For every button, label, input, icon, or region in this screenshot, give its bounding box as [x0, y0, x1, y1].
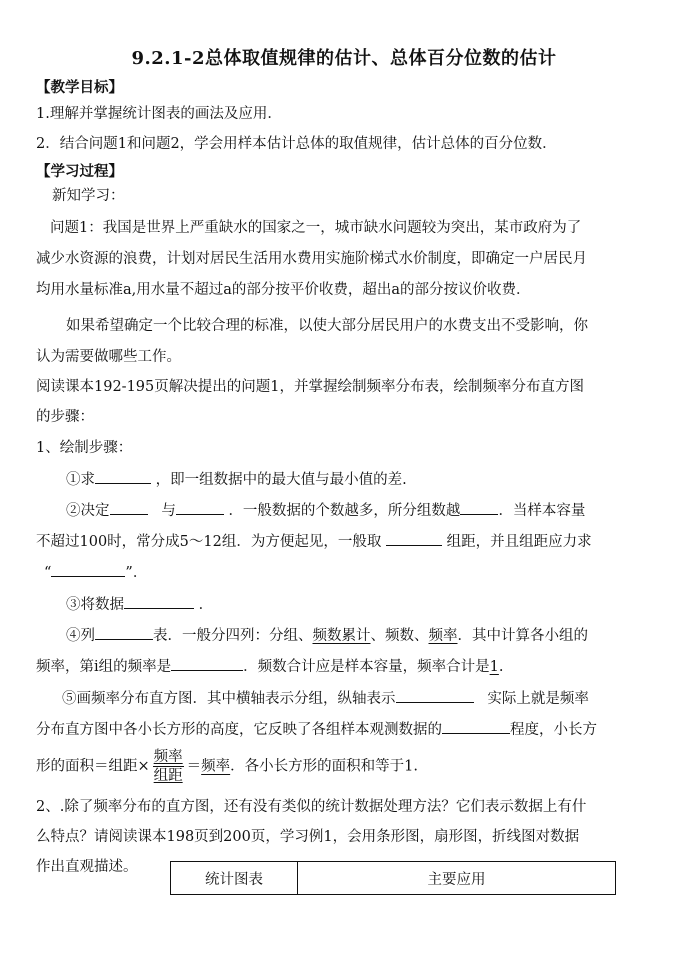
step-4: ④列 表．一般分四列：分组、频数累计、频数、频率．其中计算各小组的 [66, 625, 588, 646]
objective-2: 2．结合问题1和问题2，学会用样本估计总体的取值规律，估计总体的百分位数． [36, 136, 557, 152]
table-header-row [171, 862, 616, 895]
answer-blank[interactable] [51, 562, 125, 577]
step-1: ①求 ，即一组数据中的最大值与最小值的差. [66, 469, 407, 490]
objective-1: 1.理解并掌握统计图表的画法及应用． [36, 106, 282, 122]
reading-line-2: 的步骤： [36, 409, 94, 425]
step-5-formula: 形的面积＝组距× $\frac{\text{频率}}{\text{组距}}$ ＝频率．各小长方形的面积和等于1. [36, 749, 418, 784]
answer-blank[interactable] [396, 688, 474, 703]
fraction: $\frac{\text{频率}}{\text{组距}}$ [153, 749, 183, 784]
problem1-cont-line-2: 认为需要做哪些工作。 [36, 349, 181, 365]
answer-blank[interactable] [176, 500, 224, 515]
objectives-heading: 【教学目标】 [36, 79, 123, 96]
reading-line-1: 阅读课本192-195页解决提出的问题1，并掌握绘制频率分布表，绘制频率分布直方图 [36, 379, 584, 395]
problem1-line-2: 减少水资源的浪费，计划对居民生活用水费用实施阶梯式水价制度，即确定一户居民月 [36, 251, 587, 267]
steps-heading: 1、绘制步骤： [36, 440, 133, 456]
page-title: 9.2.1-2总体取值规律的估计、总体百分位数的估计 [131, 48, 557, 69]
chart-types-table [170, 861, 616, 895]
answer-blank[interactable] [95, 625, 153, 640]
step-2-quote: “ ”． [44, 562, 147, 583]
step-2: ②决定 与 ．一般数据的个数越多，所分组数越 ．当样本容量 [66, 500, 585, 521]
answer-blank[interactable] [124, 594, 194, 609]
new-learning-label: 新知学习： [52, 188, 125, 204]
problem1-cont-line-1: 如果希望确定一个比较合理的标准，以使大部分居民用户的水费支出不受影响，你 [66, 318, 588, 334]
step-4-cont: 频率，第i组的频率是 ．频数合计应是样本容量，频率合计是1. [36, 656, 503, 677]
question-2-line-2: 么特点？请阅读课本198页到200页，学习例1，会用条形图，扇形图，折线图对数据 [36, 829, 580, 845]
process-heading: 【学习过程】 [36, 163, 123, 180]
question-2-line-1: 2、.除了频率分布的直方图，还有没有类似的统计数据处理方法？它们表示数据上有什 [36, 799, 587, 815]
step-5: ⑤画频率分布直方图．其中横轴表示分组，纵轴表示 实际上就是频率 [62, 688, 589, 709]
step-3: ③将数据 ． [66, 594, 213, 615]
answer-blank[interactable] [171, 656, 243, 671]
step-5-cont: 分布直方图中各小长方形的高度，它反映了各组样本观测数据的 程度，小长方 [36, 719, 597, 740]
answer-blank[interactable] [110, 500, 148, 515]
answer-blank[interactable] [386, 531, 442, 546]
answer-blank[interactable] [442, 719, 510, 734]
table-header-cell: 统计图表 [171, 862, 298, 895]
step-2-cont: 不超过100时，常分成5～12组．为方便起见，一般取 组距，并且组距应力求 [36, 531, 592, 552]
answer-blank[interactable] [460, 500, 498, 515]
problem1-line-3: 均用水量标准a,用水量不超过a的部分按平价收费，超出a的部分按议价收费． [36, 282, 531, 298]
table-header-cell: 主要应用 [298, 862, 616, 895]
question-2-line-3: 作出直观描述。 [36, 859, 138, 875]
problem1-line-1: 问题1：我国是世界上严重缺水的国家之一，城市缺水问题较为突出，某市政府为了 [50, 220, 582, 236]
answer-blank[interactable] [95, 469, 151, 484]
